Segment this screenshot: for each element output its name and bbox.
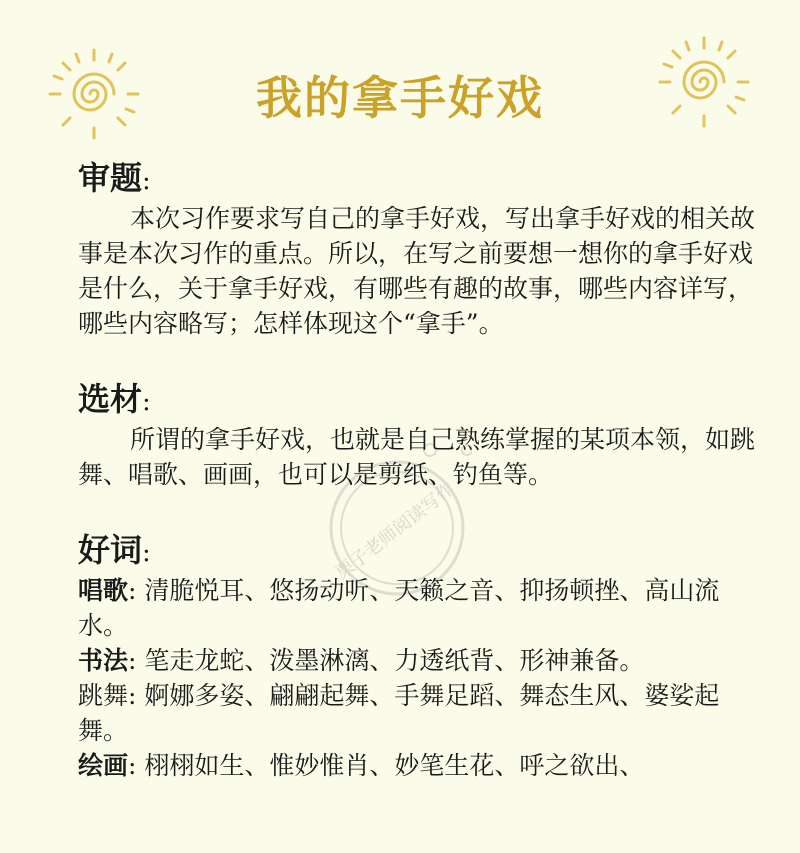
word-list-words: 笔走龙蛇、泼墨淋漓、力透纸背、形神兼备。: [144, 646, 645, 675]
word-list-item: [78, 748, 758, 783]
word-list-sep: :: [128, 751, 145, 780]
word-list-words: 婀娜多姿、翩翩起舞、手舞足蹈、舞态生风、婆娑起舞。: [78, 681, 720, 745]
word-list-label: 书法: [78, 646, 129, 675]
word-list-sep: :: [128, 646, 145, 675]
section-heading-xuancai: [78, 379, 758, 422]
watermark-text: 栗子老师阅读写作: [332, 478, 459, 584]
word-list-item: [78, 573, 758, 643]
word-list-label: 绘画: [78, 751, 129, 780]
word-list-sep: :: [128, 576, 145, 605]
word-list-label: 唱歌: [78, 576, 129, 605]
paragraph-xuancai: 所谓的拿手好戏，也就是自己熟练掌握的某项本领，如跳舞、唱歌、画画，也可以是剪纸、钓鱼等。: [78, 425, 756, 489]
heading-text: 审题: [78, 159, 143, 197]
section-heading-haoci: [78, 530, 758, 573]
heading-colon: :: [142, 387, 151, 417]
heading-colon: :: [142, 166, 151, 196]
section-heading-shenti: [78, 158, 758, 201]
word-list-words: 清脆悦耳、悠扬动听、天籁之音、抑扬顿挫、高山流水。: [78, 576, 720, 640]
word-list-sep: :: [128, 681, 145, 710]
heading-text: 好词: [78, 531, 143, 569]
page-title: 我的拿手好戏: [256, 71, 544, 125]
main-content: [78, 158, 758, 783]
word-list-label: 跳舞: [78, 681, 129, 710]
word-list-item: [78, 643, 758, 678]
word-list-item: [78, 678, 758, 748]
heading-colon: :: [142, 538, 151, 568]
paragraph-shenti: 本次习作要求写自己的拿手好戏，写出拿手好戏的相关故事是本次习作的重点。所以，在写之前要想一想你的拿手好戏是什么，关于拿手好戏，有哪些有趣的故事，哪些内容详写，哪些内容略写；怎样体现这个“拿手”。: [78, 204, 756, 338]
heading-text: 选材: [78, 380, 143, 418]
word-list-words: 栩栩如生、惟妙惟肖、妙笔生花、呼之欲出、: [144, 751, 645, 780]
